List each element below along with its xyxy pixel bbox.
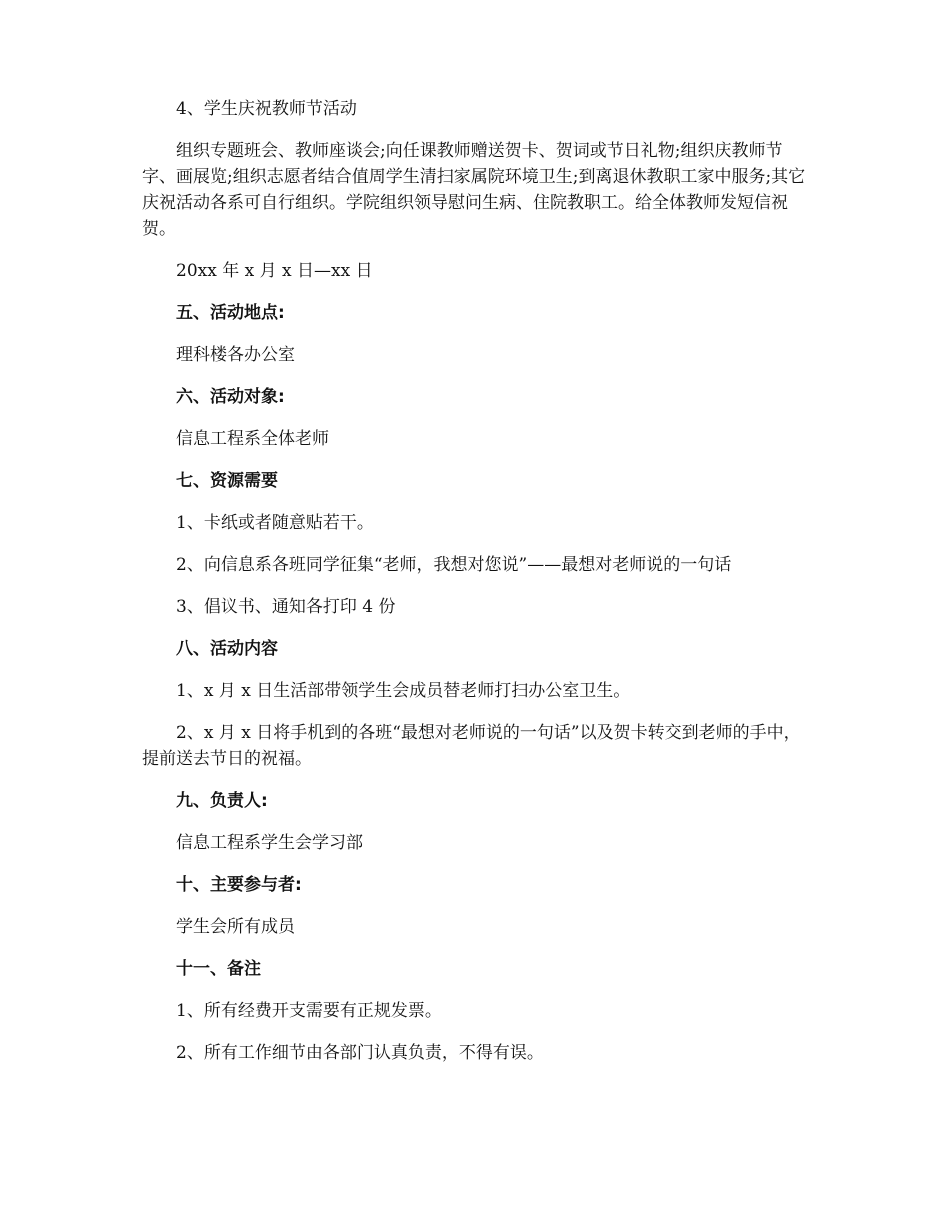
heading-participants: 十、主要参与者: bbox=[176, 875, 302, 895]
paragraph-note-1: 1、所有经费开支需要有正规发票。 bbox=[176, 1001, 442, 1021]
paragraph-participants: 学生会所有成员 bbox=[176, 917, 295, 937]
paragraph-activity-date: 20xx 年 x 月 x 日—xx 日 bbox=[176, 261, 373, 281]
heading-notes: 十一、备注 bbox=[176, 959, 261, 979]
paragraph-celebration-title: 4、学生庆祝教师节活动 bbox=[176, 99, 357, 119]
paragraph-content-1: 1、x 月 x 日生活部带领学生会成员替老师打扫办公室卫生。 bbox=[176, 681, 631, 701]
paragraph-note-2: 2、所有工作细节由各部门认真负责，不得有误。 bbox=[176, 1043, 544, 1063]
heading-resources: 七、资源需要 bbox=[176, 471, 278, 491]
paragraph-resource-3: 3、倡议书、通知各打印 4 份 bbox=[176, 597, 396, 617]
paragraph-resource-2: 2、向信息系各班同学征集“老师，我想对您说”——最想对老师说的一句话 bbox=[176, 555, 732, 575]
heading-target: 六、活动对象: bbox=[176, 387, 285, 407]
paragraph-location: 理科楼各办公室 bbox=[176, 345, 295, 365]
paragraph-content-2: 2、x 月 x 日将手机到的各班“最想对老师说的一句话”以及贺卡转交到老师的手中，提前送去节日的祝福。 bbox=[142, 723, 801, 769]
paragraph-resource-1: 1、卡纸或者随意贴若干。 bbox=[176, 513, 374, 533]
heading-location: 五、活动地点: bbox=[176, 303, 285, 323]
paragraph-celebration-details: 组织专题班会、教师座谈会;向任课教师赠送贺卡、贺词或节日礼物;组织庆教师节字、画展览;组织志愿者结合值周学生清扫家属院环境卫生;到离退休教职工家中服务;其它庆祝活动各系可自行组织。学院组织领导慰问生病、住院教职工。给全体教师发短信祝贺。 bbox=[142, 141, 806, 239]
heading-owner: 九、负责人: bbox=[176, 791, 268, 811]
heading-content: 八、活动内容 bbox=[176, 639, 278, 659]
paragraph-owner: 信息工程系学生会学习部 bbox=[176, 833, 363, 853]
document-page bbox=[142, 96, 810, 1082]
paragraph-target: 信息工程系全体老师 bbox=[176, 429, 329, 449]
